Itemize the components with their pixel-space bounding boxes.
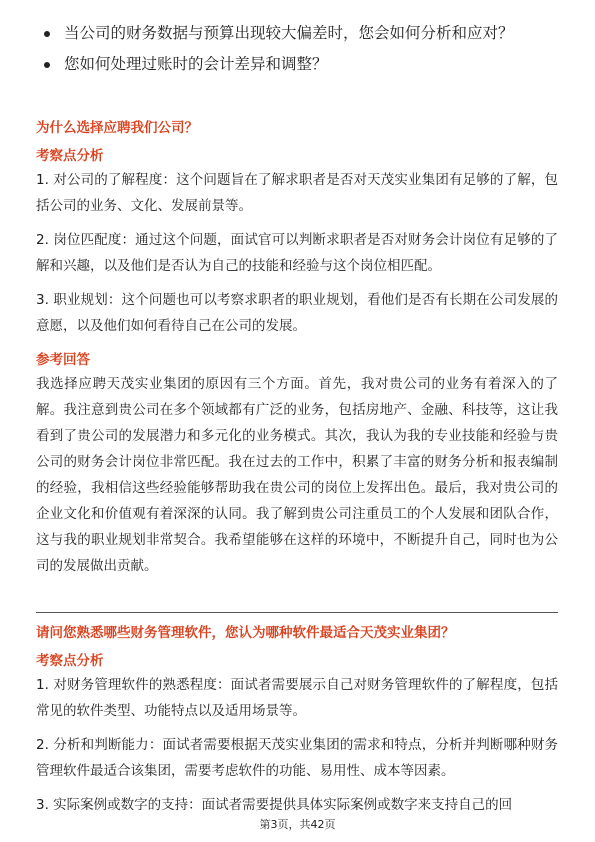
section-divider xyxy=(36,612,558,613)
bullet-item xyxy=(36,53,556,76)
analysis-list-1 xyxy=(36,167,558,339)
question-section-1 xyxy=(36,118,558,138)
analysis-heading: 考察点分析 xyxy=(36,148,104,164)
analysis-item: 3. 职业规划：这个问题也可以考察求职者的职业规划，看他们是否有长期在公司发展的意愿，以及他们如何看待自己在公司的发展。 xyxy=(36,292,558,334)
analysis-item: 1. 对公司的了解程度：这个问题旨在了解求职者是否对天茂实业集团有足够的了解，包括公司的业务、文化、发展前景等。 xyxy=(36,172,558,214)
analysis-list-2 xyxy=(36,672,558,818)
analysis-item: 3. 实际案例或数字的支持：面试者需要提供具体实际案例或数字来支持自己的回 xyxy=(36,797,513,813)
analysis-item: 2. 分析和判断能力：面试者需要根据天茂实业集团的需求和特点，分析并判断哪种财务管理软件最适合该集团，需要考虑软件的功能、易用性、成本等因素。 xyxy=(36,737,558,779)
page-number: 第3页，共42页 xyxy=(259,818,336,831)
analysis-block-2 xyxy=(36,651,558,671)
bullet-text: 当公司的财务数据与预算出现较大偏差时，您会如何分析和应对？ xyxy=(64,24,514,42)
bullet-dot-icon xyxy=(44,31,50,37)
question-title: 请问您熟悉哪些财务管理软件，您认为哪种软件最适合天茂实业集团？ xyxy=(36,625,455,641)
bullet-list xyxy=(36,22,556,84)
question-title: 为什么选择应聘我们公司？ xyxy=(36,120,198,136)
analysis-heading: 考察点分析 xyxy=(36,653,104,669)
question-section-2 xyxy=(36,623,558,643)
analysis-block-1 xyxy=(36,146,558,166)
bullet-text: 您如何处理过账时的会计差异和调整？ xyxy=(64,55,328,73)
answer-heading: 参考回答 xyxy=(36,352,90,368)
answer-body-1 xyxy=(36,371,558,579)
bullet-dot-icon xyxy=(44,62,50,68)
analysis-item: 2. 岗位匹配度：通过这个问题，面试官可以判断求职者是否对财务会计岗位有足够的了解和兴趣，以及他们是否认为自己的技能和经验与这个岗位相匹配。 xyxy=(36,232,558,274)
answer-block-1 xyxy=(36,350,558,370)
analysis-item: 1. 对财务管理软件的熟悉程度：面试者需要展示自己对财务管理软件的了解程度，包括常见的软件类型、功能特点以及适用场景等。 xyxy=(36,677,558,719)
bullet-item xyxy=(36,22,556,45)
answer-text: 我选择应聘天茂实业集团的原因有三个方面。首先，我对贵公司的业务有着深入的了解。我注意到贵公司在多个领域都有广泛的业务，包括房地产、金融、科技等，这让我看到了贵公司的发展潜力和多元化的业务模式。其次，我认为我的专业技能和经验与贵公司的财务会计岗位非常匹配。我在过去的工作中，积累了丰富的财务分析和报表编制的经验，我相信这些经验能够帮助我在贵公司的岗位上发挥出色。最后，我对贵公司的企业文化和价值观有着深深的认同。我了解到贵公司注重员工的个人发展和团队合作，这与我的职业规划非常契合。我希望能够在这样的环境中，不断提升自己，同时也为公司的发展做出贡献。 xyxy=(36,376,558,574)
